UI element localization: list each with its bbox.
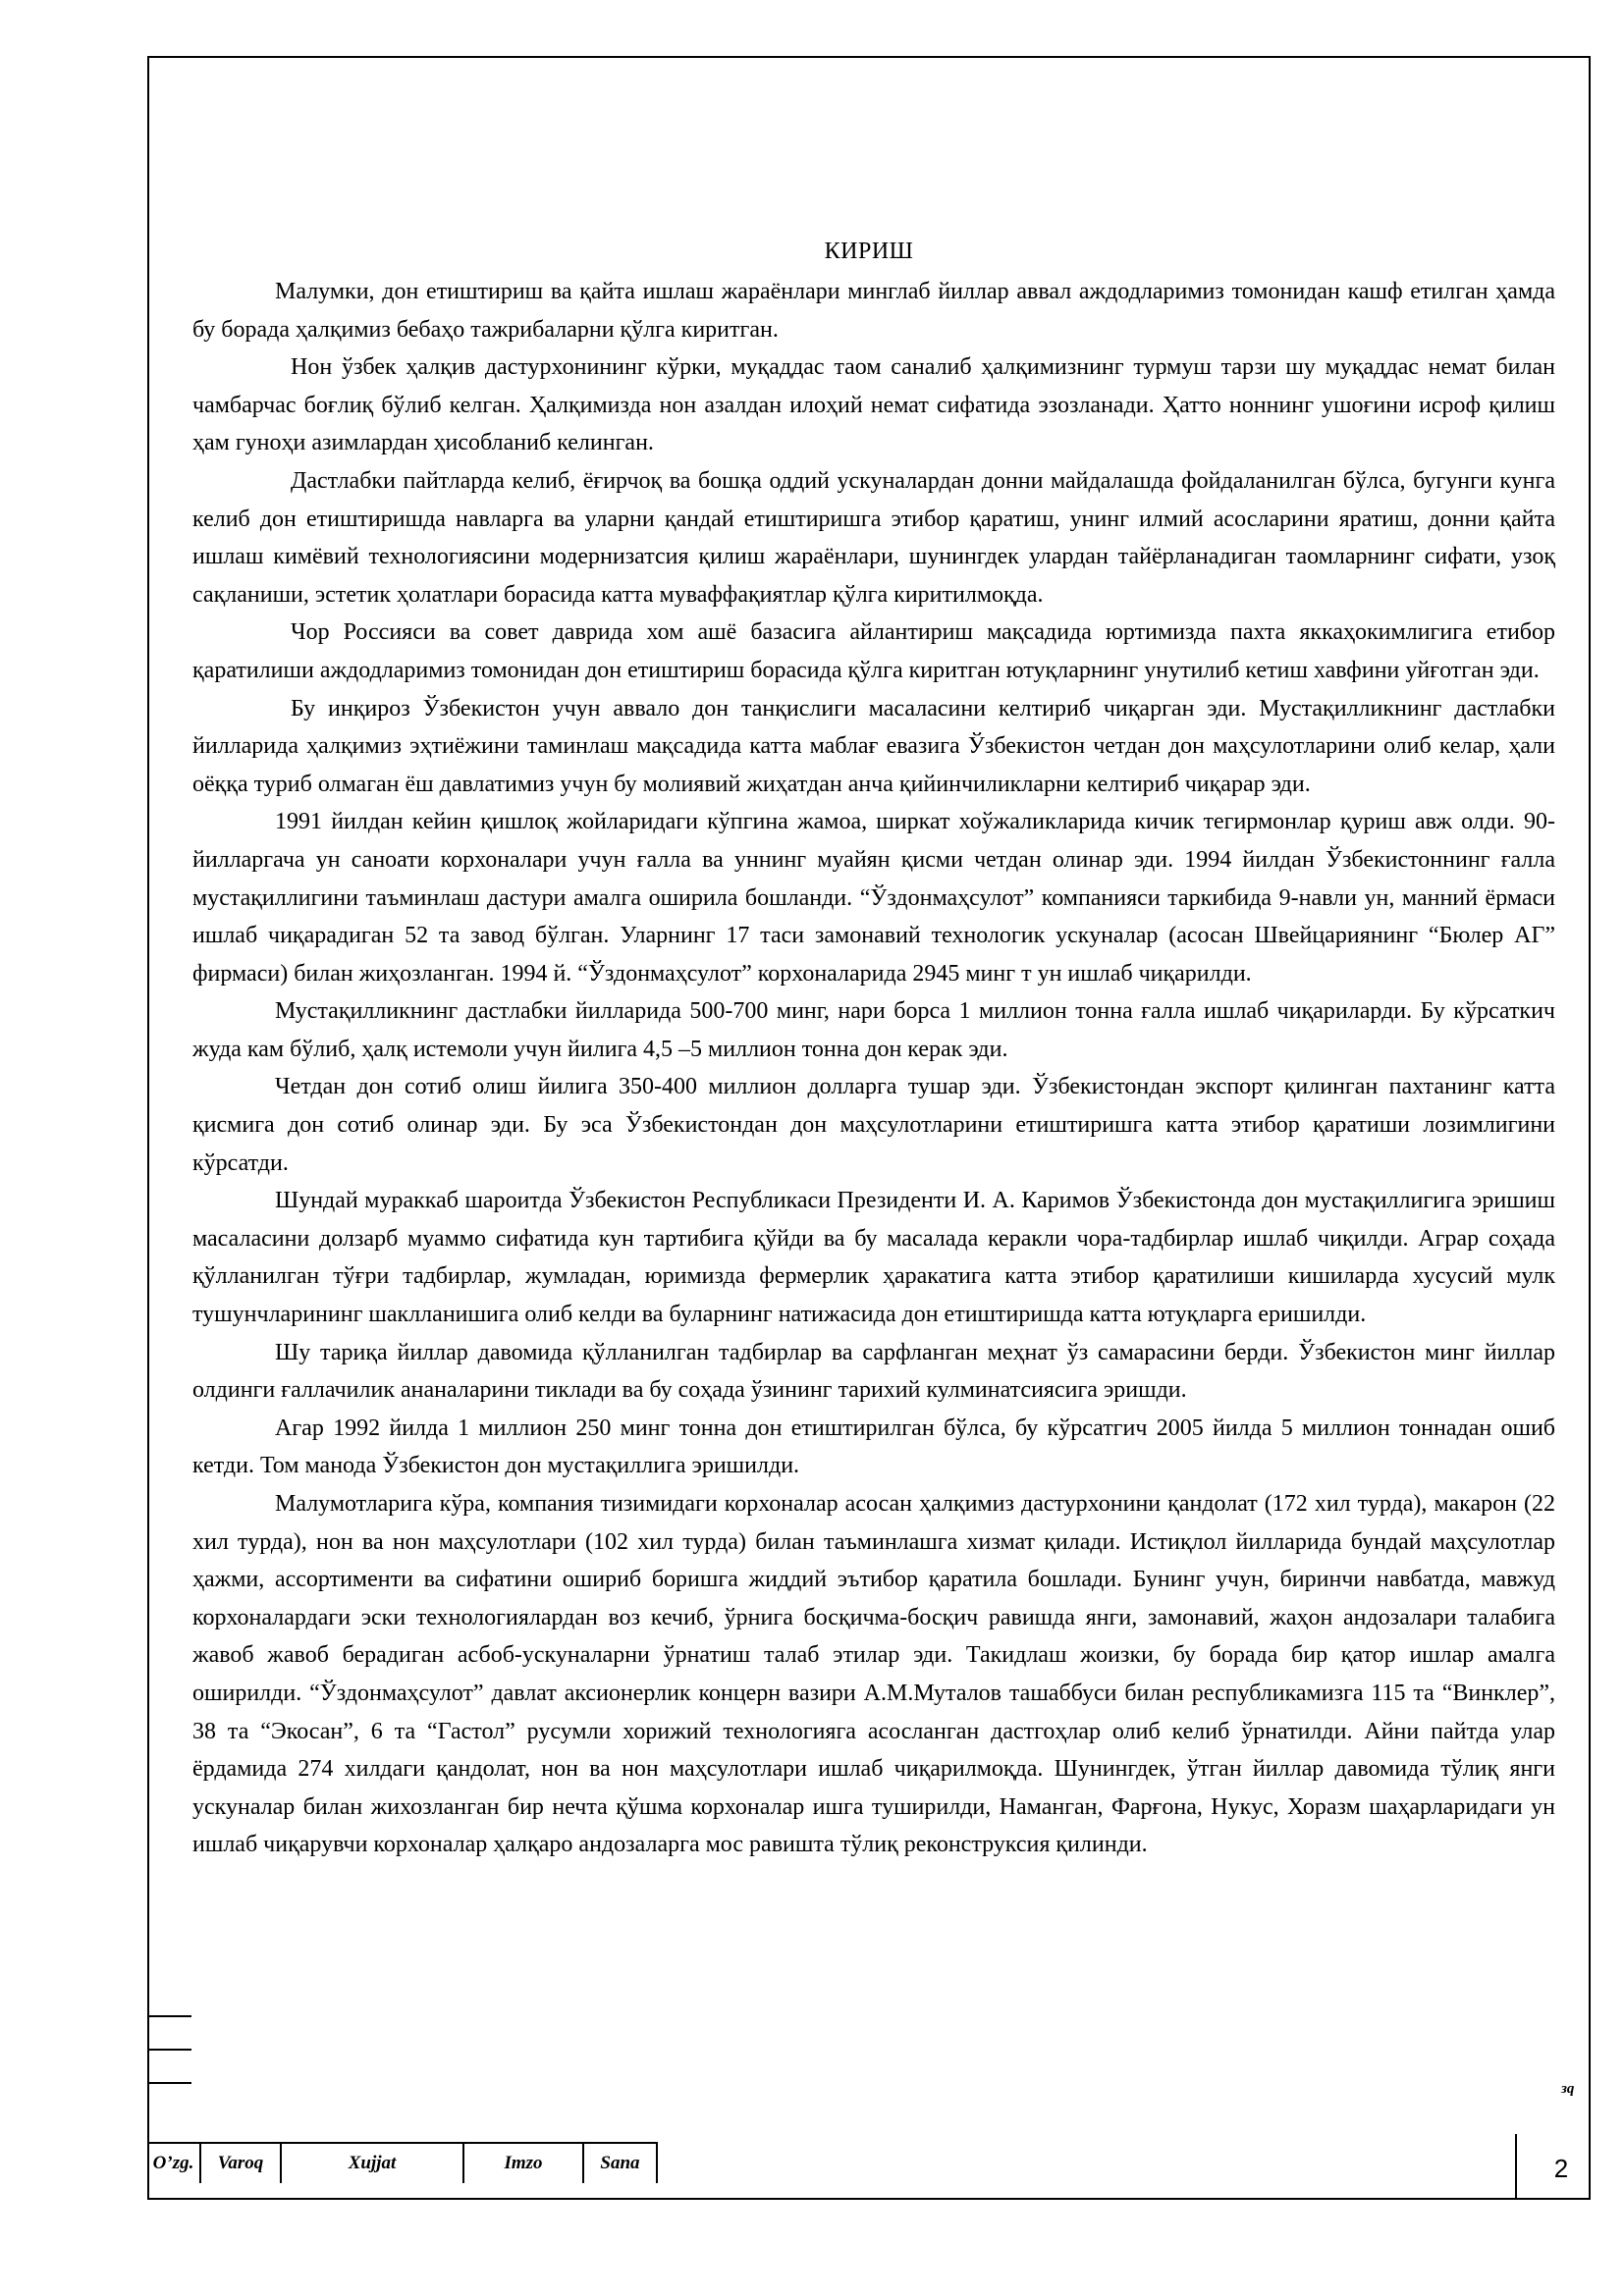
- stamp-side-lines: [147, 2015, 191, 2115]
- paragraph: Малумотларига кўра, компания тизимидаги корхоналар асосан ҳалқимиз дастурхонини қандолат (172 хил турда), макарон (22 хил турда), нон ва нон маҳсулотлари (102 хил турда) билан таъминлашга хизмат қилади. Истиқлол йилларида бундай маҳсулотлар ҳажми, ассортименти ва сифатини ошириб боришга жиддий эътибор қаратила бошлади. Бунинг учун, биринчи навбатда, мавжуд корхоналардаги эски технологиялардан воз кечиб, ўрнига босқичма-босқич равишда янги, замонавий, жаҳон андозалари талабига жавоб жавоб берадиган асбоб-ускуналарни ўрнатиш талаб этилар эди. Такидлаш жоизки, бу борада бир қатор ишлар амалга оширилди. “Ўздонмаҳсулот” давлат аксионерлик концерн вазири А.М.Муталов ташаббуси билан республикамизга 115 та “Винклер”, 38 та “Экосан”, 6 та “Гастол” русумли хорижий технологияга асосланган дастгоҳлар олиб келиб ўрнатилди. Айни пайтда улар ёрдамида 274 хилдаги қандолат, нон ва нон маҳсулотлари ишлаб чиқарилмоқда. Шунингдек, ўтган йиллар давомида тўлиқ янги ускуналар билан жихозланган бир нечта қўшма корхоналар ишга туширилди, Наманган, Фарғона, Нукус, Хоразм шаҳарларидаги ун ишлаб чиқарувчи корхоналар ҳалқаро андозаларга мос равишта тўлиқ реконструксия қилинди.: [192, 1491, 1555, 1858]
- paragraph: Малумки, дон етиштириш ва қайта ишлаш жараёнлари минглаб йиллар аввал аждодларимиз томонидан кашф етилган ҳамда бу борада ҳалқимиз бебаҳо тажрибаларни қўлга киритган.: [192, 279, 1555, 343]
- paragraph: 1991 йилдан кейин қишлоқ жойларидаги кўпгина жамоа, ширкат хоўжаликларида кичик тегирмонлар қуриш авж олди. 90-йилларгача ун саноати корхоналари учун ғалла ва уннинг муайян қисми четдан олинар эди. 1994 йилдан Ўзбекистоннинг ғалла мустақиллигини таъминлаш дастури амалга оширила бошланди. “Ўздонмаҳсулот” компанияси таркибида 9-навли ун, манний ёрмаси ишлаб чиқарадиган 52 та завод бўлган. Уларнинг 17 таси замонавий технологик ускуналар (асосан Швейцариянинг “Бюлер АГ” фирмаси) билан жиҳозланган. 1994 й. “Ўздонмаҳсулот” корхоналарида 2945 минг т ун ишлаб чиқарилди.: [192, 809, 1555, 987]
- page-number-divider: [1515, 2134, 1517, 2198]
- stamp-side-label: зq: [1561, 2081, 1575, 2097]
- title-block: [147, 2144, 658, 2183]
- document-body: [192, 273, 1555, 1864]
- paragraph: Чор Россияси ва совет даврида хом ашё базасига айлантириш мақсадида юртимизда пахта яккаҳокимлигига етибор қаратилиши аждодларимиз томонидан дон етиштириш борасида қўлга киритган ютуқларнинг унутилиб кетиш хавфини уйғотган эди.: [192, 619, 1555, 683]
- paragraph: Дастлабки пайтларда келиб, ёғирчоқ ва бошқа оддий ускуналардан донни майдалашда фойдаланилган бўлса, бугунги кунга келиб дон етиштиришда навларга ва уларни қандай етиштиришга этибор қаратиш, унинг илмий асосларини яратиш, донни қайта ишлаш кимёвий технологиясини модернизатсия қилиш жараёнлари, шунингдек улардан тайёрланадиган таомларнинг сифати, узоқ сақланиши, эстетик ҳолатлари борасида катта муваффақиятлар қўлга киритилмоқда.: [192, 467, 1555, 608]
- paragraph: Агар 1992 йилда 1 миллион 250 минг тонна дон етиштирилган бўлса, бу кўрсатгич 2005 йилда 5 миллион тоннадан ошиб кетди. Том манода Ўзбекистон дон мустақиллига эришилди.: [192, 1415, 1555, 1479]
- paragraph: Нон ўзбек ҳалқив дастурхонининг кўрки, муқаддас таом саналиб ҳалқимизнинг турмуш тарзи шу муқаддас немат билан чамбарчас боғлиқ бўлиб келган. Ҳалқимизда нон азалдан илоҳий немат сифатида эзозланади. Ҳатто ноннинг ушоғини исроф қилиш ҳам гуноҳи азимлардан ҳисобланиб келинган.: [192, 354, 1555, 456]
- paragraph: Четдан дон сотиб олиш йилига 350-400 миллион долларга тушар эди. Ўзбекистондан экспорт қилинган пахтанинг катта қисмига дон сотиб олинар эди. Бу эса Ўзбекистондан дон маҳсулотларини етиштиришга катта этибор қаратиши лозимлигини кўрсатди.: [192, 1074, 1555, 1176]
- paragraph: Шу тариқа йиллар давомида қўлланилган тадбирлар ва сарфланган меҳнат ўз самарасини берди. Ўзбекистон минг йиллар олдинги ғаллачилик ананаларини тиклади ва бу соҳада ўзининг тарихий кулминатсиясига эришди.: [192, 1339, 1555, 1404]
- stamp-col-document: Xujjat: [282, 2144, 464, 2183]
- stamp-col-signature: Imzo: [464, 2144, 584, 2183]
- page-number: 2: [1553, 2154, 1569, 2183]
- paragraph: Шундай мураккаб шароитда Ўзбекистон Республикаси Президенти И. А. Каримов Ўзбекистонда дон мустақиллигига эришиш масаласини долзарб муаммо сифатида кун тартибига қўйди ва бу масалада керакли чора-тадбирлар ишлаб чиқилди. Аграр соҳада қўлланилган тўғри тадбирлар, жумладан, юримизда фермерлик ҳаракатига катта этибор қаратилиши кишиларда хусусий мулк тушунчларининг шаклланишига олиб келди ва буларнинг натижасида дон етиштиришда катта ютуқларга еришилди.: [192, 1188, 1555, 1328]
- stamp-col-changes: O’zg.: [147, 2144, 201, 2183]
- paragraph: Бу инқироз Ўзбекистон учун аввало дон танқислиги масаласини келтириб чиқарган эди. Мустақилликнинг дастлабки йилларида ҳалқимиз эҳтиёжини таминлаш мақсадида катта маблағ евазига Ўзбекистон четдан дон маҳсулотларини олиб келар, ҳали оёққа туриб олмаган ёш давлатимиз учун бу молиявий жиҳатдан анча қийинчиликларни келтириб чиқарар эди.: [192, 695, 1555, 797]
- stamp-col-sheet: Varoq: [201, 2144, 282, 2183]
- paragraph: Мустақилликнинг дастлабки йилларида 500-700 минг, нари борса 1 миллион тонна ғалла ишлаб чиқариларди. Бу кўрсаткич жуда кам бўлиб, ҳалқ истемоли учун йилига 4,5 –5 миллион тонна дон керак эди.: [192, 998, 1555, 1062]
- document-title: КИРИШ: [824, 239, 914, 264]
- stamp-col-date: Sana: [584, 2144, 658, 2183]
